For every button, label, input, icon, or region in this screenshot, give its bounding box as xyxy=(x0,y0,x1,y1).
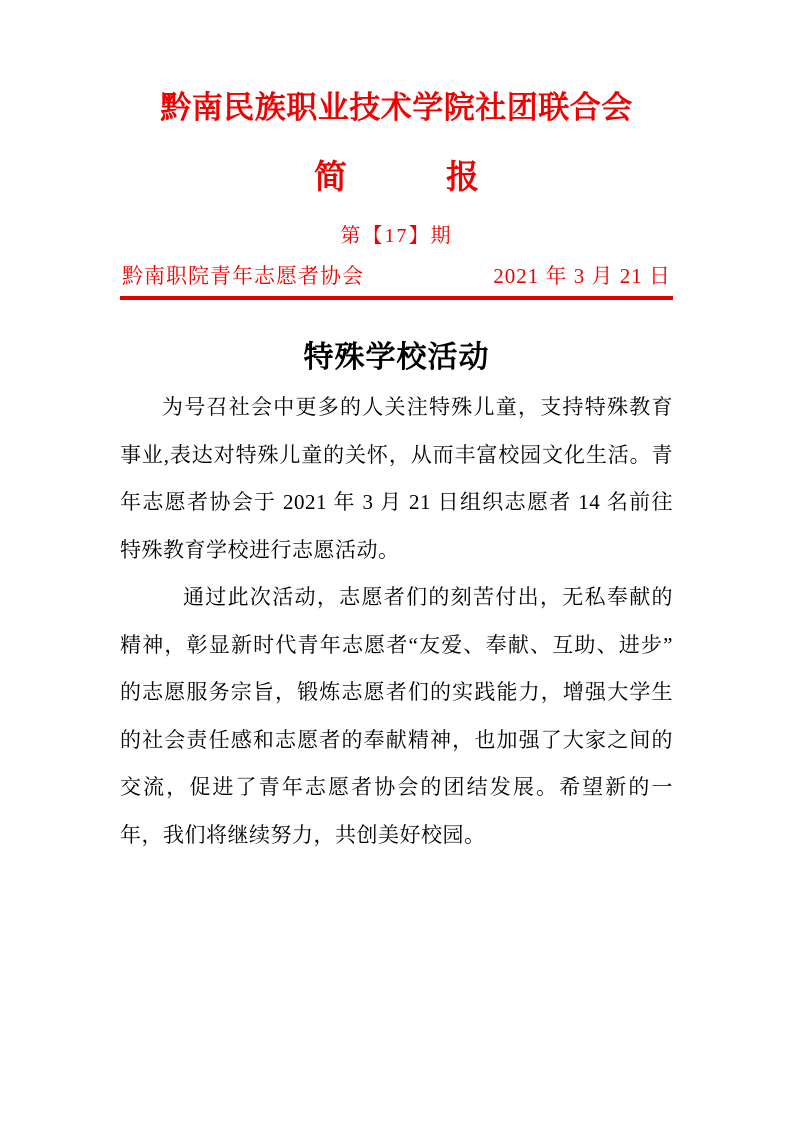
masthead-divider xyxy=(120,296,673,300)
masthead-info-row xyxy=(120,263,673,296)
article-paragraph-1: 为号召社会中更多的人关注特殊儿童，支持特殊教育事业,表达对特殊儿童的关怀，从而丰富校园文化生活。青年志愿者协会于 2021 年 3 月 21 日组织志愿者 14 名前往特殊教育学校进行志愿活动。 xyxy=(120,395,673,562)
doc-subtitle: 简 报 xyxy=(314,160,479,197)
org-name: 黔南职院青年志愿者协会 xyxy=(122,264,364,289)
doc-title: 黔南民族职业技术学院社团联合会 xyxy=(160,90,633,125)
issue-date: 2021 年 3 月 21 日 xyxy=(493,264,671,289)
issue-number: 第【17】期 xyxy=(340,225,453,248)
article-heading: 特殊学校活动 xyxy=(303,341,490,375)
article-paragraph-2: 通过此次活动，志愿者们的刻苦付出，无私奉献的精神，彰显新时代青年志愿者“友爱、奉献、互助、进步”的志愿服务宗旨，锻炼志愿者们的实践能力，增强大学生的社会责任感和志愿者的奉献精神，也加强了大家之间的交流，促进了青年志愿者协会的团结发展。希望新的一年，我们将继续努力，共创美好校园。 xyxy=(120,585,673,847)
